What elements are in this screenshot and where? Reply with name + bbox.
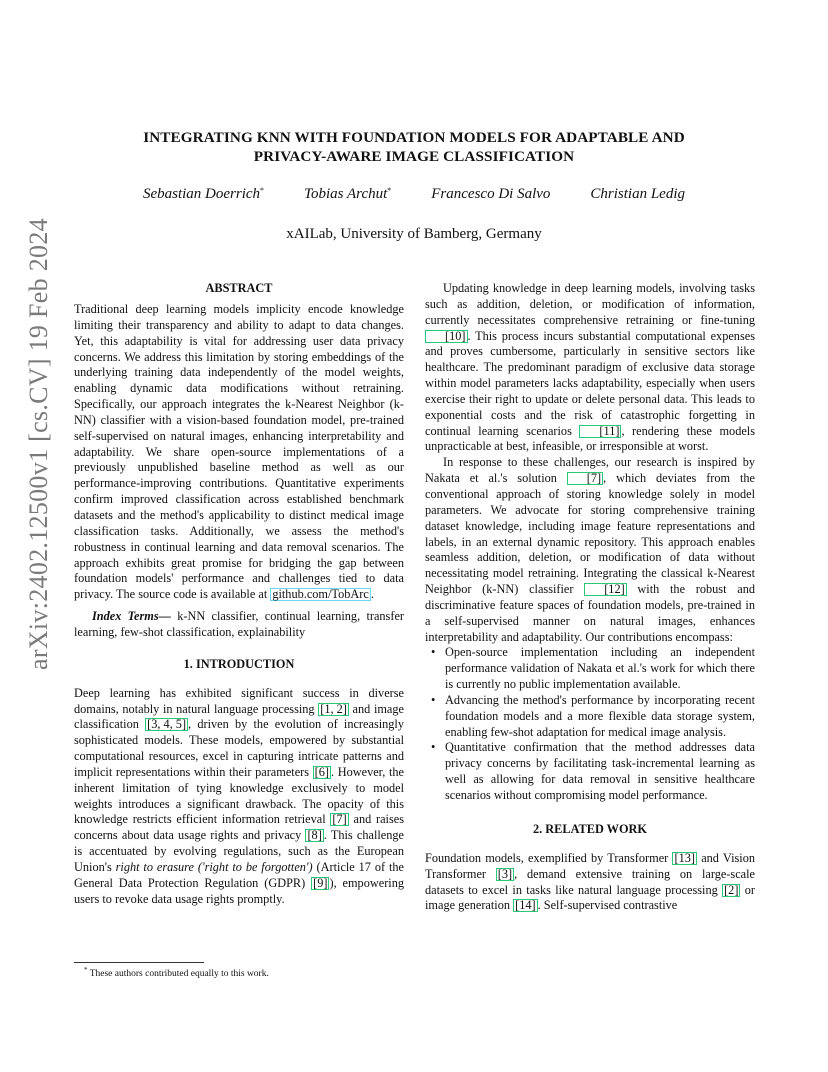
author-name: Sebastian Doerrich <box>142 186 261 202</box>
text-run: . Self-supervised contrastive <box>537 898 678 913</box>
left-column <box>74 281 404 908</box>
text-run: In response to these challenges, our research is inspired by Nakata et al.'s solution <box>425 455 755 486</box>
footnote-divider <box>74 962 204 963</box>
author <box>143 186 264 203</box>
author-mark: * <box>387 186 392 195</box>
paragraph <box>425 851 755 914</box>
abstract-body: Traditional deep learning models implicity encode knowledge limiting their transparency and ability to adapt to data changes. Yet, this adaptability is vital for addressing user data privacy concerns. We address this limitation by storing embeddings of the underlying training data independently of the model weights, enabling dynamic data modifications without retraining. Specifically, our approach integrates the k-Nearest Neighbor (k-NN) classifier with a vision-based foundation model, pre-trained self-supervised on natural images, enhancing interpretability and adaptability. We share open-source implementations of a previously unpublished baseline method as well as our performance-improving contributions. Quantitative experiments confirm improved classification across established benchmark datasets and the method's applicability to distinct medical image classification tasks. Additionally, we assess the method's robustness in continual learning and data removal scenarios. The approach exhibits great promise for bridging the gap between foundation models' performance and challenges tied to data privacy. The source code is available at <box>74 302 404 602</box>
citation-link[interactable]: [12] <box>584 583 627 596</box>
author <box>304 186 391 203</box>
citation-link[interactable]: [3] <box>497 866 513 881</box>
source-code-link[interactable]: github.com/TobArc <box>272 587 369 602</box>
citation-link[interactable]: [6] <box>314 764 330 779</box>
text-run: , demand extensive training on large-scale datasets to excel in tasks like natural language processing <box>425 866 755 897</box>
author-name: Tobias Archut <box>304 186 388 202</box>
abstract-heading: ABSTRACT <box>205 281 273 295</box>
citation-link[interactable]: [3, 4, 5] <box>147 717 187 732</box>
author <box>431 186 550 203</box>
text-run: . This challenge is accentuated by evolving regulations, such as the European Union's <box>74 828 404 874</box>
text-run: with the robust and discriminative feature spaces of foundation models, pre-trained in a self-supervised manner on natural images, enhances interpretability and adaptability. Our contributions encompass: <box>425 582 755 644</box>
text-run: Deep learning has exhibited significant success in diverse domains, notably in natural language processing <box>74 685 404 716</box>
text-run: , rendering these models unpracticable at best, infeasible, or irresponsible at worst. <box>425 423 756 454</box>
citation-link[interactable]: [2] <box>724 882 739 897</box>
affiliation: xAILab, University of Bamberg, Germany <box>286 226 542 242</box>
list-item: • Advancing the method's performance by incorporating recent foundation models and a more flexible data storage system, enabling few-shot adaptation for medical image analysis. <box>425 693 755 741</box>
citation-link[interactable]: [9] <box>313 875 328 890</box>
contribution-list <box>425 645 755 803</box>
emphasis: right to erasure ('right to be forgotten') <box>115 860 313 874</box>
citation-link[interactable]: [10] <box>425 330 468 343</box>
citation-link[interactable]: [14] <box>515 898 536 913</box>
author-name: Christian Ledig <box>590 186 686 202</box>
list-item: • Quantitative confirmation that the method addresses data privacy concerns by facilitating task-incremental learning as well as allowing for data removal in sensitive healthcare scenarios without compromising model performance. <box>425 740 755 803</box>
citation-link[interactable]: [7] <box>332 812 347 827</box>
text-run: ), empowering users to revoke data usage rights promptly. <box>74 875 405 906</box>
text-run: , driven by the evolution of increasingly sophisticated models. These models, empowered by substantial computational resources, excel in capturing intricate patterns and implicit representations within their parameters <box>74 717 405 779</box>
footnote-mark: * <box>84 966 88 974</box>
title-line-2: PRIVACY-AWARE IMAGE CLASSIFICATION <box>253 148 575 165</box>
index-terms-text: k-NN classifier, continual learning, transfer learning, few-shot classification, explainability <box>74 609 404 639</box>
author-mark: * <box>260 186 265 195</box>
footnote-text: These authors contributed equally to this work. <box>87 969 269 980</box>
citation-link[interactable]: [13] <box>674 850 695 865</box>
author-list <box>60 186 768 203</box>
text-run: and image classification <box>74 701 404 732</box>
abstract-end: . <box>370 587 374 602</box>
text-run: . However, the inherent limitation of tying knowledge exclusively to model weights introduces a significant drawback. The opacity of this knowledge restricts efficient information retrieval <box>74 764 404 827</box>
paragraph <box>425 455 755 645</box>
text-run: , which deviates from the conventional approach of storing knowledge solely in model parameters. We advocate for storing comprehensive training dataset knowledge, including image feature representations and labels, in an external dynamic repository. This approach enables seamless addition, deletion, or modification of data without necessitating model retraining. Integrating the classical k-Nearest Neighbor (k-NN) classifier <box>425 471 755 597</box>
abstract-text <box>74 302 404 603</box>
title-line-1: INTEGRATING KNN WITH FOUNDATION MODELS FOR ADAPTABLE AND <box>143 129 685 146</box>
text-run: (Article 17 of the General Data Protection Regulation (GDPR) <box>74 860 404 890</box>
citation-link[interactable]: [1, 2] <box>320 701 347 716</box>
author <box>590 186 685 203</box>
index-terms <box>74 609 404 641</box>
footnote <box>84 966 269 979</box>
text-run: Foundation models, exemplified by Transformer <box>425 850 673 865</box>
author-name: Francesco Di Salvo <box>431 186 551 202</box>
related-work-heading: 2. RELATED WORK <box>533 821 647 836</box>
intro-heading: 1. INTRODUCTION <box>183 656 295 671</box>
citation-link[interactable]: [11] <box>579 425 621 438</box>
paper-title <box>60 128 768 166</box>
index-terms-label: Index Terms— <box>92 609 171 624</box>
list-item: • Open-source implementation including an independent performance validation of Nakata et al.'s work for which there is currently no public implementation available. <box>425 645 755 693</box>
text-run: or image generation <box>425 882 755 913</box>
citation-link[interactable]: [8] <box>307 828 322 843</box>
text-run: and Vision Transformer <box>425 850 755 881</box>
arxiv-stamp: arXiv:2402.12500v1 [cs.CV] 19 Feb 2024 <box>24 218 53 670</box>
text-run: Updating knowledge in deep learning models, involving tasks such as addition, deletion, or modification of information, currently necessitates comprehensive retraining or fine-tuning <box>425 281 755 327</box>
paragraph <box>425 281 755 455</box>
citation-link[interactable]: [7] <box>567 472 603 485</box>
text-run: . This process incurs substantial computational expenses and proves cumbersome, particularly in sensitive sectors like healthcare. The predominant paradigm of exclusive data storage within model parameters lacks adaptability, especially when users exercise their right to update or delete personal data. This leads to exponential costs and the risk of catastrophic forgetting in continual learning scenarios <box>425 328 755 438</box>
right-column <box>425 281 755 914</box>
intro-paragraph <box>74 686 404 908</box>
text-run: and raises concerns about data usage rights and privacy <box>74 812 405 843</box>
